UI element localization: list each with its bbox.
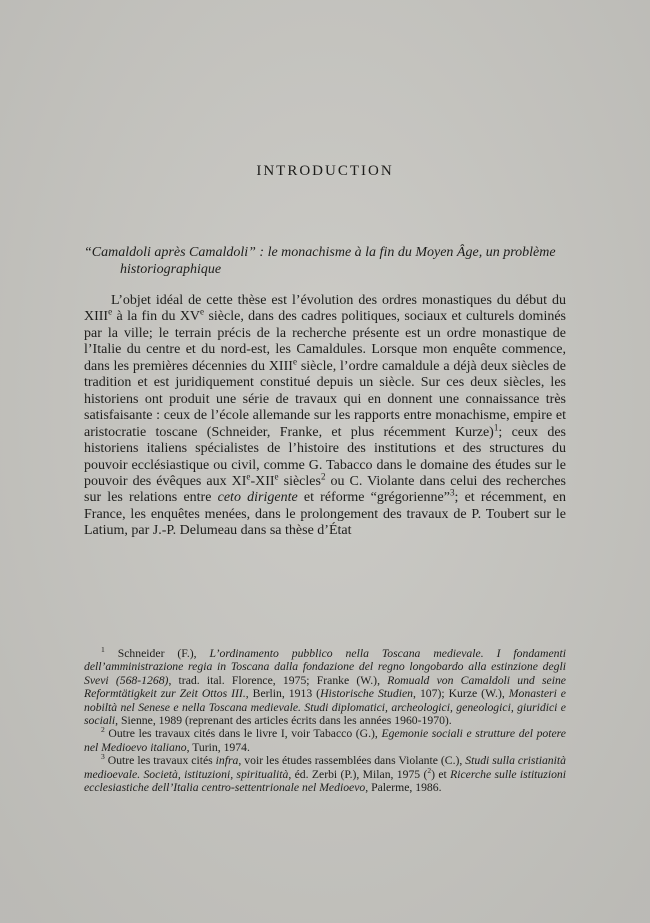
text-segment: e xyxy=(274,471,279,482)
text-segment: e xyxy=(108,306,113,317)
text-segment: siècles xyxy=(278,473,321,489)
text-segment: , Turin, 1974. xyxy=(186,740,250,754)
text-segment: Historische Studien xyxy=(320,687,414,701)
text-segment: ; ceux des historiens italiens spécialistes de l’histoire des institutions et des structures du pouvoir ecclésiastique ou civil, comme G. Tabacco dans le domaine des études sur le pouvoir des évêques aux XI xyxy=(84,424,566,489)
text-segment: Romuald von Camaldoli und seine Reformtätigkeit zur Zeit Ottos III. xyxy=(84,673,566,701)
text-segment: ceto dirigente xyxy=(217,490,298,506)
section-subtitle: “Camaldoli après Camaldoli” : le monachisme à la fin du Moyen Âge, un problème historiographique xyxy=(84,245,556,277)
text-segment: 2 xyxy=(320,471,326,482)
footnote-3 xyxy=(84,754,566,794)
text-segment: 2 xyxy=(101,725,105,735)
footnote-1 xyxy=(84,647,566,727)
text-segment: L’objet idéal de cette thèse est l’évolution des ordres monastiques du début du XIII xyxy=(84,293,566,325)
text-segment: ou C. Violante dans celui des recherches sur les relations entre xyxy=(84,473,566,506)
text-segment: , Sienne, 1989 (reprenant des articles écrits dans les années 1960-1970). xyxy=(115,714,452,728)
text-segment: 3 xyxy=(449,487,455,498)
text-segment: 1 xyxy=(493,421,499,432)
footnotes-block xyxy=(84,647,566,794)
text-segment: , voir les études rassemblées dans Violante (C.), xyxy=(238,754,466,768)
text-segment: ) et xyxy=(431,767,451,781)
text-segment: e xyxy=(246,471,251,482)
text-segment: , Berlin, 1913 ( xyxy=(245,687,321,701)
text-segment: 1 xyxy=(101,645,105,655)
text-segment: siècle, dans des cadres politiques, sociaux et culturels dominés par la ville; le terrain précis de la recherche présente est un ordre monastique de l’Italie du centre et du nord-est, les Camaldules. Lorsque mon enquête commence, dans les premières décennies du XIII xyxy=(84,309,567,374)
text-segment: siècle, l’ordre camaldule a déjà deux siècles de tradition et est juridiquement constitué depuis un siècle. Sur ces deux siècles, les historiens ont produit une série de travaux qui en donnent une connaissance très satisfaisante : ceux de l’école allemande sur les rapports entre monachisme, empire et aristocratie toscane (Schneider, Franke, et plus récemment Kurze) xyxy=(84,358,567,440)
text-segment: Schneider (F.), xyxy=(104,647,210,660)
text-segment: Studi sulla cristianità medioevale. Società, istituzioni, spiritualità xyxy=(84,754,566,781)
text-segment: -XII xyxy=(250,473,275,489)
text-segment: 3 xyxy=(101,752,105,762)
text-segment: infra xyxy=(215,754,239,768)
text-segment: 2 xyxy=(427,765,432,775)
text-segment: et réforme “grégorienne” xyxy=(297,490,450,506)
text-segment: Outre les travaux cités dans le livre I, voir Tabacco (G.), xyxy=(104,727,382,741)
body-paragraph xyxy=(84,293,566,540)
text-segment: Monasteri e nobiltà nel Senese e nella Toscana medievale. Studi diplomatici, archeologici, geneologici, giuridici e sociali xyxy=(84,687,566,728)
text-segment: , Palerme, 1986. xyxy=(365,781,442,795)
text-segment: à la fin du XV xyxy=(112,309,201,325)
text-segment: ; et récemment, en France, les enquêtes menées, dans le prolongement des travaux de P. Toubert sur le Latium, par J.-P. Delumeau dans sa thèse d’État xyxy=(84,490,566,539)
footnote-2 xyxy=(84,727,566,754)
text-segment: , éd. Zerbi (P.), Milan, 1975 ( xyxy=(288,767,428,781)
text-segment: e xyxy=(200,306,205,317)
text-segment: , 107); Kurze (W.), xyxy=(413,687,509,701)
text-segment: , trad. ital. Florence, 1975; Franke (W.), xyxy=(168,673,388,687)
text-segment: Outre les travaux cités xyxy=(104,754,216,768)
text-segment: Ricerche sulle istituzioni ecclesiastiche dell’Italia centro-settentrionale nel Medioevo xyxy=(84,767,567,795)
text-segment: Egemonie sociali e strutture del potere nel Medioevo italiano xyxy=(84,727,566,754)
text-segment: L’ordinamento pubblico nella Toscana medievale. I fondamenti dell’amministrazione regia in Toscana dalla fondazione del regno longobardo alla estinzione degli Svevi (568-1268) xyxy=(84,647,566,687)
text-segment: e xyxy=(292,356,297,367)
chapter-heading: INTRODUCTION xyxy=(256,163,394,179)
